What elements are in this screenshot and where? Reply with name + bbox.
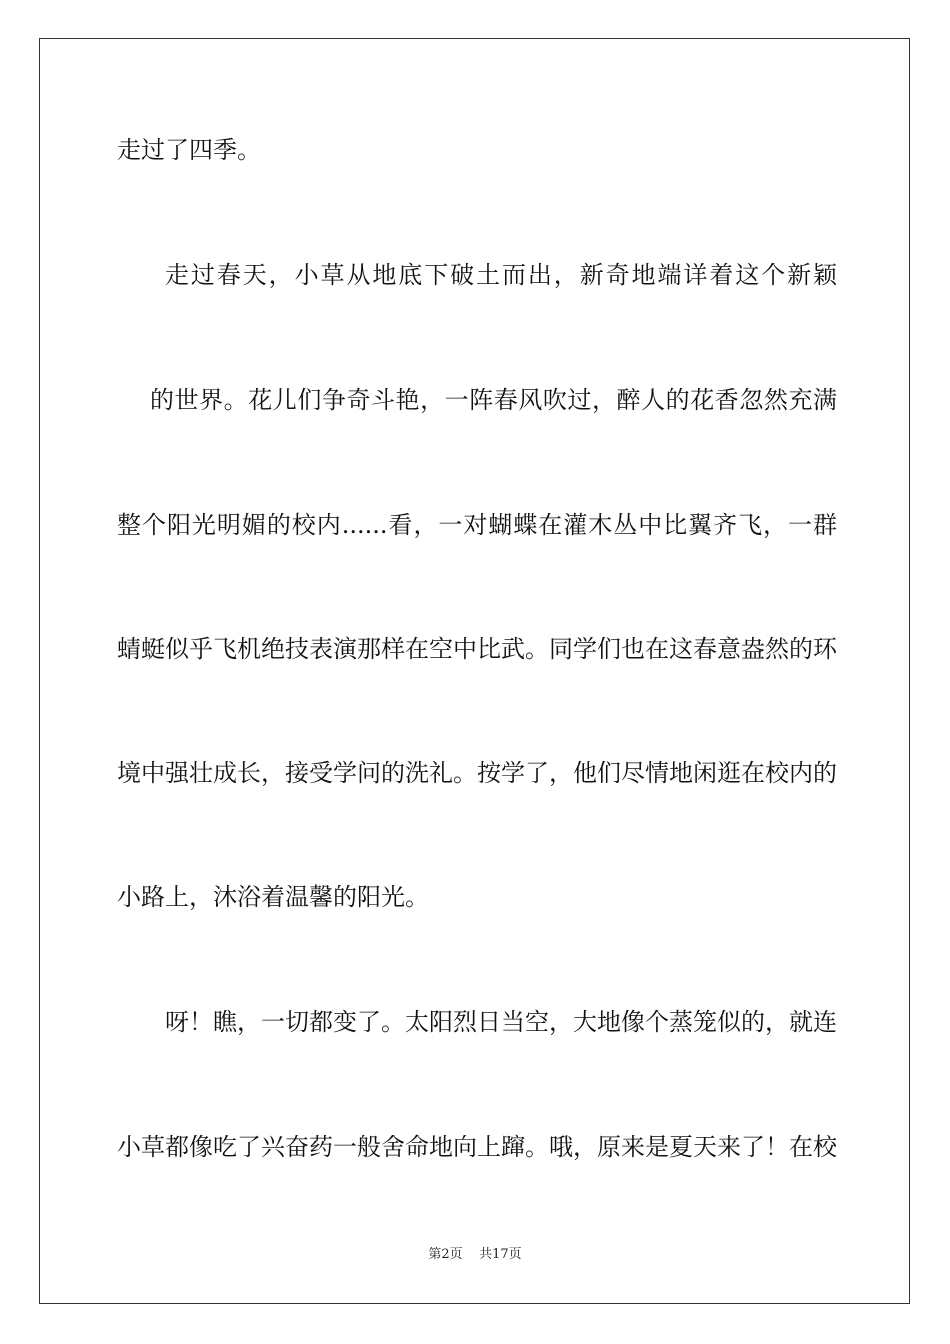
text-line-3: 的世界。花儿们争奇斗艳，一阵春风吹过，醉人的花香忽然充满 — [150, 386, 837, 414]
text-line-5: 蜻蜓似乎飞机绝技表演那样在空中比武。同学们也在这春意盎然的环 — [117, 635, 837, 663]
text-line-9: 小草都像吃了兴奋药一般舍命地向上蹿。哦，原来是夏天来了！在校 — [117, 1133, 837, 1161]
text-line-2: 走过春天，小草从地底下破土而出，新奇地端详着这个新颖 — [165, 261, 837, 289]
page-total: 共17页 — [479, 1247, 522, 1262]
text-line-8: 呀！瞧，一切都变了。太阳烈日当空，大地像个蒸笼似的，就连 — [165, 1008, 837, 1036]
text-line-4: 整个阳光明媚的校内......看，一对蝴蝶在灌木丛中比翼齐飞，一群 — [117, 511, 837, 539]
text-line-6: 境中强壮成长，接受学问的洗礼。按学了，他们尽情地闲逛在校内的 — [117, 759, 837, 787]
page-footer — [0, 1247, 950, 1263]
page-number: 第2页 — [428, 1247, 463, 1262]
text-line-1: 走过了四季。 — [117, 136, 261, 164]
text-line-7: 小路上，沐浴着温馨的阳光。 — [117, 883, 429, 911]
page-border — [39, 38, 910, 1304]
